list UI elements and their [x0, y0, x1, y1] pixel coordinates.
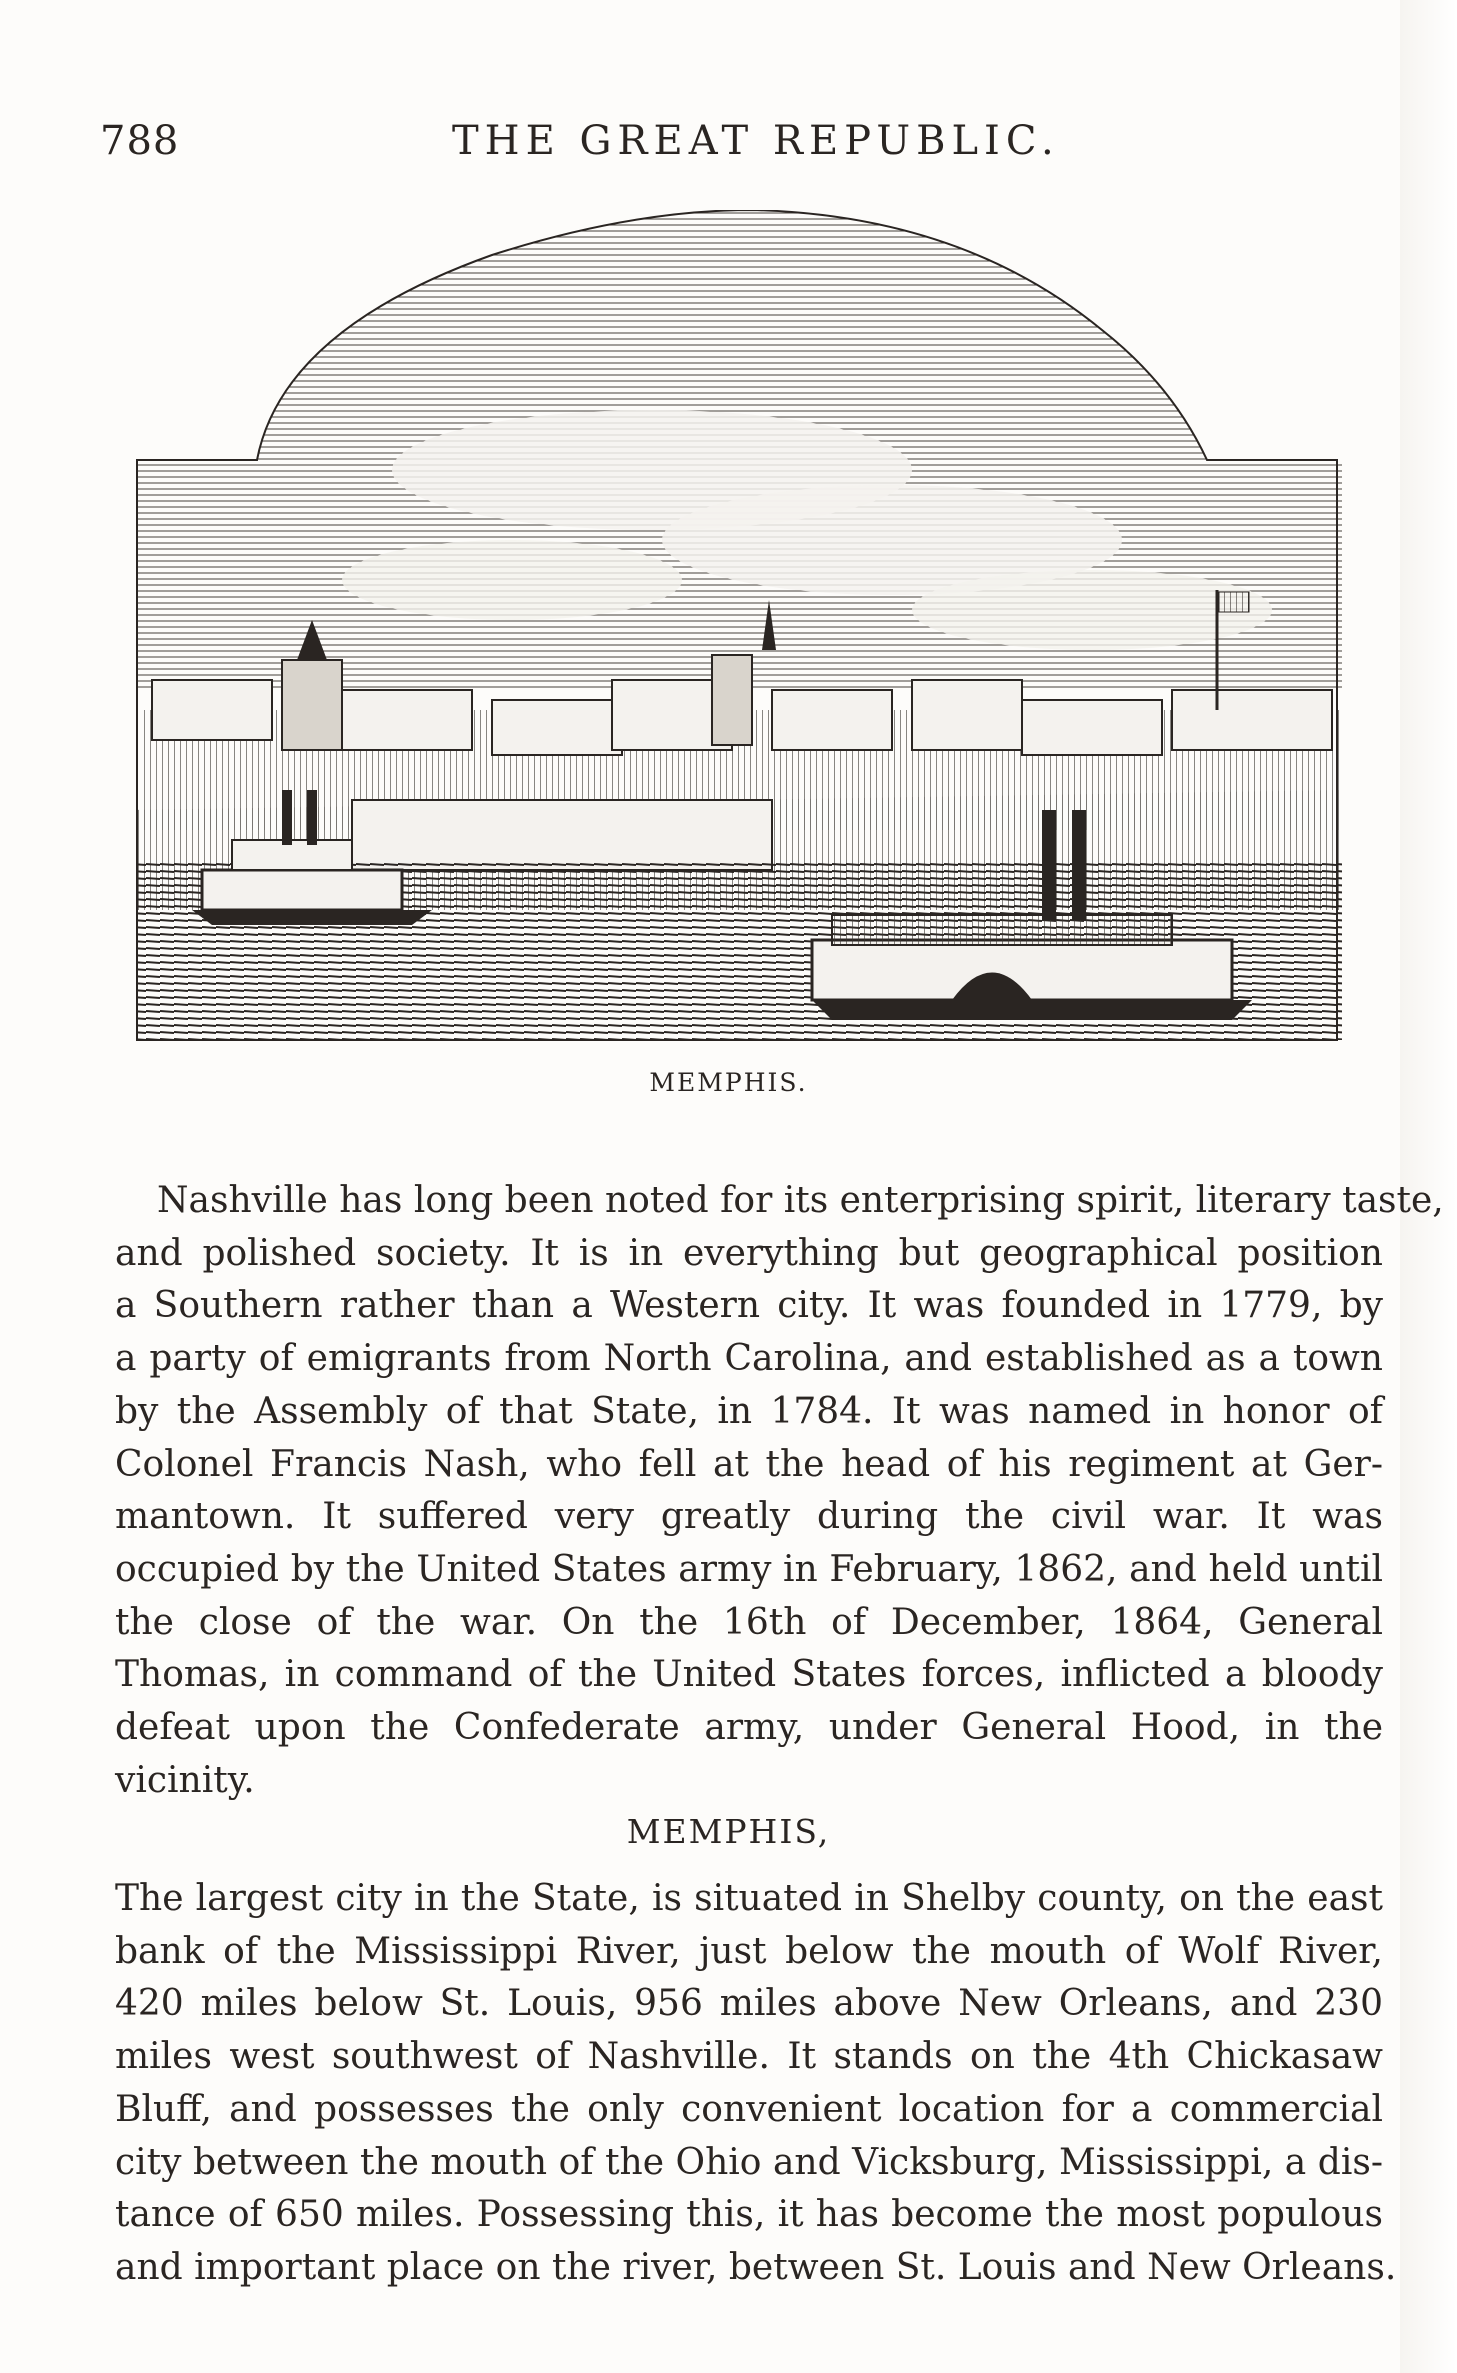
- text-line: Nashville has long been noted for its enterprising spirit, literary taste,: [157, 1180, 1444, 1221]
- engraving-svg: [132, 210, 1342, 1060]
- text-line: occupied by the United States army in February, 1862, and held until: [115, 1548, 1383, 1590]
- warehouse: [352, 800, 772, 870]
- text-line: Bluff, and possesses the only convenient location for a commercial: [115, 2088, 1383, 2130]
- text-line: vicinity.: [115, 1759, 255, 1801]
- text-line: defeat upon the Confederate army, under General Hood, in the: [115, 1707, 1383, 1749]
- text-line: Thomas, in command of the United States forces, inflicted a bloody: [115, 1654, 1383, 1696]
- paragraph-nashville: [115, 1175, 1444, 1807]
- section-heading-memphis: MEMPHIS,: [626, 1812, 831, 1851]
- text-line: city between the mouth of the Ohio and Vicksburg, Mississippi, a dis-: [115, 2141, 1383, 2183]
- text-line: Colonel Francis Nash, who fell at the head of his regiment at Ger-: [115, 1443, 1383, 1485]
- text-line: by the Assembly of that State, in 1784. It was named in honor of: [115, 1390, 1383, 1432]
- paragraph-memphis: [115, 1873, 1397, 2295]
- text-line: and polished society. It is in everything but geographical position: [115, 1232, 1383, 1274]
- memphis-engraving: [132, 210, 1342, 1060]
- page-number: 788: [100, 118, 180, 164]
- text-line: miles west southwest of Nashville. It stands on the 4th Chickasaw: [115, 2036, 1383, 2078]
- text-line: The largest city in the State, is situated in Shelby county, on the east: [115, 1878, 1383, 1919]
- text-line: a Southern rather than a Western city. It was founded in 1779, by: [115, 1285, 1383, 1327]
- text-line: tance of 650 miles. Possessing this, it has become the most populous: [115, 2194, 1383, 2236]
- text-line: mantown. It suffered very greatly during the civil war. It was: [115, 1496, 1383, 1538]
- illustration-caption: [0, 1068, 1457, 1097]
- cloud: [342, 540, 682, 620]
- text-line: a party of emigrants from North Carolina, and established as a town: [115, 1338, 1383, 1380]
- text-line: the close of the war. On the 16th of December, 1864, General: [115, 1601, 1383, 1643]
- text-line: 420 miles below St. Louis, 956 miles above New Orleans, and 230: [115, 1983, 1383, 2025]
- text-line: bank of the Mississippi River, just below the mouth of Wolf River,: [115, 1930, 1383, 1972]
- caption-text: MEMPHIS.: [649, 1068, 808, 1097]
- running-title: THE GREAT REPUBLIC.: [452, 118, 1060, 164]
- text-line: and important place on the river, between St. Louis and New Orleans.: [115, 2246, 1397, 2288]
- running-head: [100, 118, 1400, 168]
